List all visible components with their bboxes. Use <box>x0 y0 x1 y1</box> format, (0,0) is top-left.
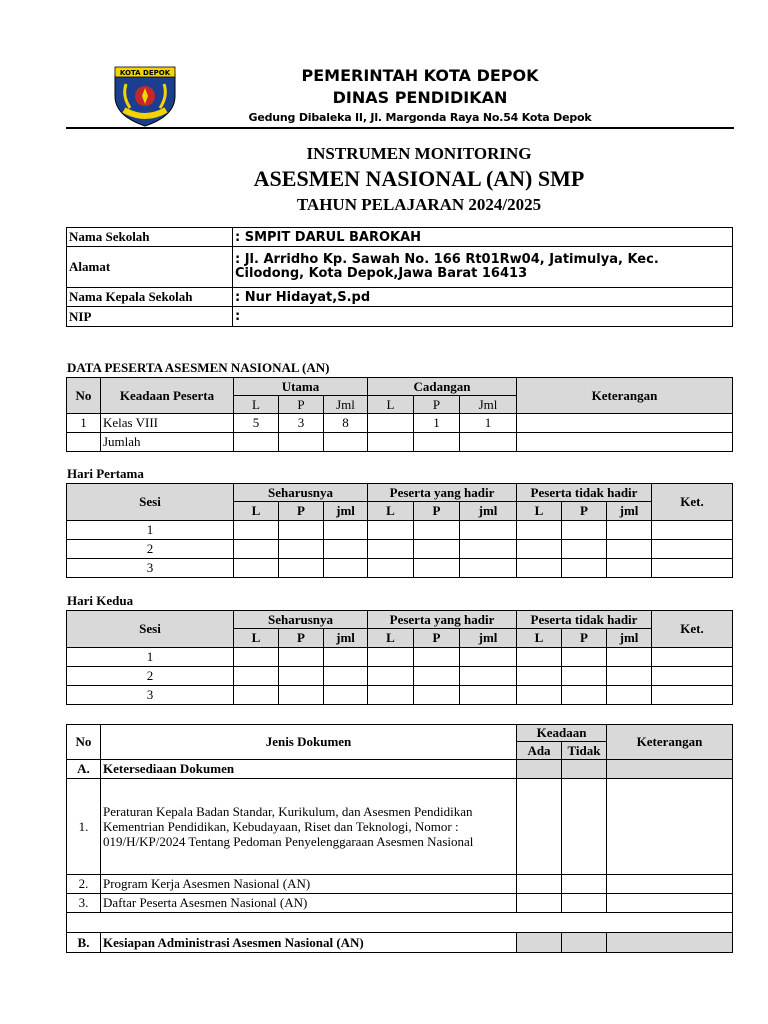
table-cell <box>606 558 652 578</box>
headmaster-label: Nama Kepala Sekolah <box>66 287 233 307</box>
sesi-number: 3 <box>66 685 234 705</box>
table-cell <box>606 874 733 894</box>
col-header-sesi: Sesi <box>66 483 234 521</box>
col-header-cadangan-l: L <box>367 395 414 414</box>
table-cell <box>516 932 562 953</box>
table-cell <box>561 520 607 540</box>
table-cell <box>413 558 460 578</box>
doc-title-year: TAHUN PELAJARAN 2024/2025 <box>296 195 542 214</box>
col-header-p: P <box>278 628 324 648</box>
table-cell <box>459 432 517 452</box>
item-number: 3. <box>66 893 101 913</box>
col-header-keadaan: Keadaan Peserta <box>100 377 234 414</box>
col-header-seharusnya: Seharusnya <box>233 483 368 502</box>
col-header-hadir: Peserta yang hadir <box>367 483 517 502</box>
table-cell <box>233 558 279 578</box>
table-cell <box>561 759 607 779</box>
sesi-number: 1 <box>66 520 234 540</box>
table-cell <box>233 647 279 667</box>
col-header-tidak-hadir: Peserta tidak hadir <box>516 610 652 629</box>
table-cell <box>367 413 414 433</box>
table-cell <box>651 539 733 559</box>
table-cell <box>367 685 414 705</box>
logo-banner: KOTA DEPOK <box>119 69 171 77</box>
table-cell <box>606 759 733 779</box>
table-cell <box>561 539 607 559</box>
table-cell: 5 <box>233 413 279 433</box>
table-cell <box>233 432 279 452</box>
table-cell <box>367 558 414 578</box>
table-cell <box>367 647 414 667</box>
col-header-utama-l: L <box>233 395 279 414</box>
table-cell <box>367 520 414 540</box>
col-header-jml: jml <box>606 628 652 648</box>
col-header-keadaan: Keadaan <box>516 724 607 742</box>
col-header-ada: Ada <box>516 741 562 760</box>
headmaster-value: : Nur Hidayat,S.pd <box>232 287 733 307</box>
header-divider <box>66 127 734 129</box>
col-header-l: L <box>516 628 562 648</box>
col-header-p: P <box>561 501 607 521</box>
table-cell <box>516 893 562 913</box>
government-name: PEMERINTAH KOTA DEPOK <box>301 66 539 85</box>
table-cell <box>367 666 414 686</box>
col-header-seharusnya: Seharusnya <box>233 610 368 629</box>
nip-label: NIP <box>66 306 233 327</box>
table-cell <box>459 558 517 578</box>
item-text: Program Kerja Asesmen Nasional (AN) <box>100 874 517 894</box>
table-cell <box>323 685 368 705</box>
table-cell <box>651 666 733 686</box>
table-cell <box>561 647 607 667</box>
table-cell <box>459 647 517 667</box>
table-cell <box>278 520 324 540</box>
table-cell <box>561 874 607 894</box>
table-cell: 3 <box>278 413 324 433</box>
table-cell <box>278 647 324 667</box>
col-header-ket: Ket. <box>651 483 733 521</box>
table-cell <box>561 778 607 875</box>
table-cell <box>413 520 460 540</box>
table-cell <box>561 666 607 686</box>
school-name-value: : SMPIT DARUL BAROKAH <box>232 227 733 247</box>
table-cell <box>233 685 279 705</box>
table-cell <box>516 647 562 667</box>
doc-title-line1: INSTRUMEN MONITORING <box>306 144 532 163</box>
col-header-no: No <box>66 724 101 760</box>
table-cell: Kelas VIII <box>100 413 234 433</box>
col-header-l: L <box>367 628 414 648</box>
col-header-sesi: Sesi <box>66 610 234 648</box>
item-number: 2. <box>66 874 101 894</box>
table-cell: 1 <box>66 413 101 433</box>
table-cell <box>606 666 652 686</box>
table-cell <box>516 666 562 686</box>
office-address: Gedung Dibaleka II, Jl. Margonda Raya No.54 Kota Depok <box>248 111 592 124</box>
table-cell <box>323 539 368 559</box>
col-header-no: No <box>66 377 101 414</box>
item-number: 1. <box>66 778 101 875</box>
table-cell <box>516 874 562 894</box>
table-cell <box>278 539 324 559</box>
address-value: : Jl. Arridho Kp. Sawah No. 166 Rt01Rw04, Jatimulya, Kec. Cilodong, Kota Depok,Jawa Barat 16413 <box>232 246 733 288</box>
table-cell <box>516 539 562 559</box>
table-cell <box>278 432 324 452</box>
table-cell <box>413 647 460 667</box>
sesi-number: 3 <box>66 558 234 578</box>
col-header-tidak-hadir: Peserta tidak hadir <box>516 483 652 502</box>
col-header-utama-jml: Jml <box>323 395 368 414</box>
table-cell <box>516 432 733 452</box>
table-cell <box>561 558 607 578</box>
item-text: Peraturan Kepala Badan Standar, Kurikulum, dan Asesmen Pendidikan Kementrian Pendidikan, Kebudayaan, Riset dan Teknologi, Nomor : 019/H/KP/2024 Tentang Pedoman Penyelenggaraan Asesmen Nasional <box>100 778 517 875</box>
table-cell <box>516 520 562 540</box>
col-header-keterangan: Keterangan <box>606 724 733 760</box>
table-cell <box>516 759 562 779</box>
day2-section-title: Hari Kedua <box>67 593 134 608</box>
table-cell: Jumlah <box>100 432 234 452</box>
table-cell <box>606 647 652 667</box>
table-cell <box>323 647 368 667</box>
sesi-number: 2 <box>66 539 234 559</box>
col-header-jml: jml <box>606 501 652 521</box>
table-cell <box>516 558 562 578</box>
col-header-jml: jml <box>323 501 368 521</box>
col-header-utama: Utama <box>233 377 368 396</box>
col-header-l: L <box>516 501 562 521</box>
table-cell <box>516 413 733 433</box>
table-cell <box>606 778 733 875</box>
table-cell <box>413 432 460 452</box>
table-cell <box>459 666 517 686</box>
department-name: DINAS PENDIDIKAN <box>332 88 508 107</box>
col-header-cadangan-jml: Jml <box>459 395 517 414</box>
col-header-jml: jml <box>459 501 517 521</box>
table-cell <box>323 666 368 686</box>
school-name-label: Nama Sekolah <box>66 227 233 247</box>
address-label: Alamat <box>66 246 233 288</box>
item-text: Daftar Peserta Asesmen Nasional (AN) <box>100 893 517 913</box>
table-cell <box>233 520 279 540</box>
day1-section-title: Hari Pertama <box>67 466 144 481</box>
table-row-empty <box>66 912 733 933</box>
table-cell <box>459 520 517 540</box>
col-header-p: P <box>413 501 460 521</box>
col-header-p: P <box>413 628 460 648</box>
table-cell <box>278 558 324 578</box>
col-header-p: P <box>561 628 607 648</box>
table-cell <box>606 893 733 913</box>
table-cell <box>651 558 733 578</box>
table-cell <box>367 432 414 452</box>
sesi-number: 2 <box>66 666 234 686</box>
doc-title-main: ASESMEN NASIONAL (AN) SMP <box>253 166 585 191</box>
table-cell <box>323 558 368 578</box>
table-cell: 1 <box>459 413 517 433</box>
col-header-ket: Ket. <box>651 610 733 648</box>
table-cell <box>606 539 652 559</box>
section-a-number: A. <box>66 759 101 779</box>
col-header-jenis-dokumen: Jenis Dokumen <box>100 724 517 760</box>
col-header-utama-p: P <box>278 395 324 414</box>
col-header-hadir: Peserta yang hadir <box>367 610 517 629</box>
table-cell <box>66 432 101 452</box>
section-b-number: B. <box>66 932 101 953</box>
table-cell <box>516 778 562 875</box>
table-cell <box>606 520 652 540</box>
table-cell <box>651 685 733 705</box>
col-header-l: L <box>367 501 414 521</box>
table-cell <box>233 539 279 559</box>
table-cell <box>516 685 562 705</box>
kota-depok-emblem-icon <box>112 66 178 128</box>
col-header-l: L <box>233 501 279 521</box>
col-header-cadangan: Cadangan <box>367 377 517 396</box>
table-cell <box>278 685 324 705</box>
table-cell <box>323 520 368 540</box>
nip-value: : <box>232 306 733 327</box>
col-header-p: P <box>278 501 324 521</box>
sesi-number: 1 <box>66 647 234 667</box>
section-a-label: Ketersediaan Dokumen <box>100 759 517 779</box>
table-cell <box>561 685 607 705</box>
table-cell <box>413 666 460 686</box>
table-cell <box>606 685 652 705</box>
table-cell <box>413 539 460 559</box>
table-cell <box>651 520 733 540</box>
table-cell <box>367 539 414 559</box>
participants-section-title: DATA PESERTA ASESMEN NASIONAL (AN) <box>67 360 330 375</box>
table-cell: 1 <box>413 413 460 433</box>
table-cell <box>561 893 607 913</box>
col-header-tidak: Tidak <box>561 741 607 760</box>
col-header-keterangan: Keterangan <box>516 377 733 414</box>
col-header-jml: jml <box>459 628 517 648</box>
table-cell <box>459 539 517 559</box>
col-header-jml: jml <box>323 628 368 648</box>
table-cell <box>561 932 607 953</box>
table-cell <box>606 932 733 953</box>
table-cell: 8 <box>323 413 368 433</box>
table-cell <box>233 666 279 686</box>
table-cell <box>459 685 517 705</box>
col-header-l: L <box>233 628 279 648</box>
table-cell <box>413 685 460 705</box>
table-cell <box>651 647 733 667</box>
col-header-cadangan-p: P <box>413 395 460 414</box>
section-b-label: Kesiapan Administrasi Asesmen Nasional (AN) <box>100 932 517 953</box>
table-cell <box>278 666 324 686</box>
table-cell <box>323 432 368 452</box>
